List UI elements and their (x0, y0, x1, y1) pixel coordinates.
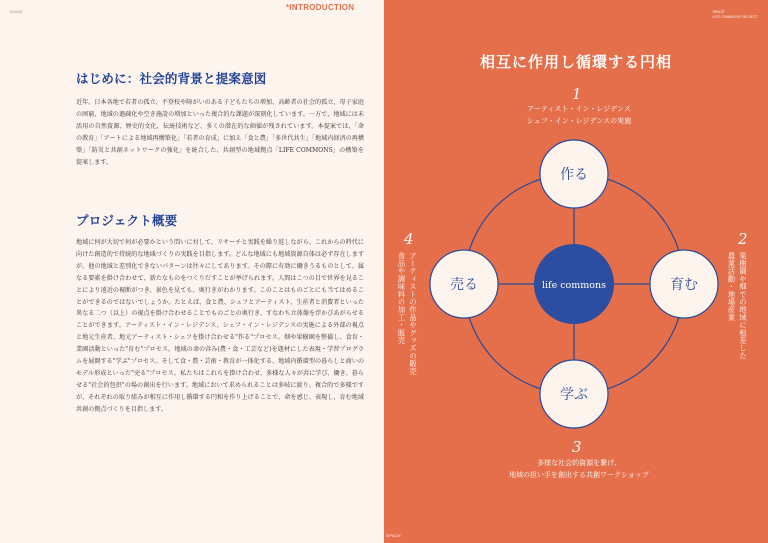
caption-left-line-1: アーティストの作品やグッズの販売 (409, 252, 418, 376)
caption-bottom-line-1: 多様な社会的資源を繋げ、 (537, 459, 621, 467)
caption-right (726, 252, 749, 387)
caption-bottom-number: 3 (572, 438, 582, 456)
page-number: 00000 (10, 9, 23, 14)
node-top-label: 作る (560, 167, 588, 183)
node-bottom-label: 学ぶ (560, 387, 588, 403)
caption-bottom-line-2: 地域の担い手を創出する共創ワークショップ (509, 471, 649, 479)
center-label: life commons (541, 280, 607, 291)
diagram-title: 相互に作用し循環する円相 (479, 53, 672, 71)
caption-left-number: 4 (404, 230, 414, 248)
header-line-2: LIFE COMMONS PROJECT (712, 15, 758, 19)
caption-top-number: 1 (572, 85, 582, 103)
caption-right-line-1: 果樹園や畑での地域に根差した (739, 252, 748, 360)
caption-bottom (464, 457, 694, 481)
node-right-label: 育む (670, 277, 698, 293)
caption-right-line-2: 農業活動・地場産業 (727, 252, 737, 322)
node-left-label: 売る (450, 277, 478, 293)
overview-heading: プロジェクト概要 (76, 213, 178, 228)
caption-top-line-1: アーティスト・イン・レジデンス (527, 105, 631, 113)
caption-right-number: 2 (738, 230, 748, 248)
header-line-1: SPACE (712, 10, 725, 14)
caption-top (494, 103, 664, 127)
caption-top-line-2: シェフ・イン・レジデンスの実施 (526, 117, 632, 125)
caption-left-line-2: 食品や調味料の加工・販売 (397, 252, 407, 345)
caption-left (396, 252, 419, 387)
spine-label: SPACE (386, 533, 402, 538)
overview-paragraph: 地域に何が大切で何が必要かという問いに対して、リサーチと実践を繰り返しながら、これからの時代に向けた創造的で持続的な地域づくりの実践を目指します。どんな地域にも地域資源自体は必ず存在しますが、他の地域と差別化できないパターンは往々にしてあります。その際に有効に働きうるものとして、属なる要素を掛け合わせて、新たなものをつくりだすことが挙げられます。人間はこつの目で世界を見ることにより遠近の視断がつき、景色を見ても、奥行きがわかります。このことはものごとにも当てはめることができるのではないでしょうか。たとえば、食と農、シェフとアーティスト、生産者と消費者といった異なる二つ（以上）の視点を掛け合わせることでものごとの奥行き、すなわち立体像を浮かびあがらせることができます。アーティスト・イン・レジデンス、シェフ・イン・レジデンスの実施による外部の視点と地元生産者、地元アーティスト・シェフを掛け合わせる"作る"プロセス。畑や果樹園を整備し、食育・業園活動といった"育む"プロセス。地域の命の営み(農・食・工芸など)を題材にした表現・学習プログラムを展開する"学ぶ"プロセス。そして食・農・芸術・教育が一体化する、地域内循環型の暮らしと商いのモデル形成といった"売る"プロセス。私たちはこれらを掛け合わせ、多様な人々が共に学び、働き、暮らせる"社会的包摂"の場の創出を行います。地域において求められることは多岐に渡り、複合的で多様ですが、それぞれの取り組みが相互に作用し循環する円相を作り上げることで、命を感じ、表現し、育む地域共創の拠点づくりを目指します。 (76, 239, 364, 413)
section-tag: *INTRODUCTION (286, 3, 355, 12)
intro-heading: はじめに：社会的背景と提案意図 (76, 71, 267, 86)
intro-paragraph: 近年、日本各地で若者の孤立、不登校や障がいのある子どもたちの増加、高齢者の社会的孤立、母子家庭の困窮、地域の過疎化や空き施設の増加といった複合的な課題が深刻化しています。一方で、地域には未活用の自然資源、歴史的文化、伝統技術など、多くの潜在的な価値が残されています。本提案では、「命の教育」「アートによる地域再構築化」「若者の育成」に加え「食と農」「多世代共生」「地域内経済の再構築」「防災と共創ネットワークの強化」を統合した、共創型の地域拠点「LIFE COMMONS」の構築を提案します。 (76, 99, 364, 166)
